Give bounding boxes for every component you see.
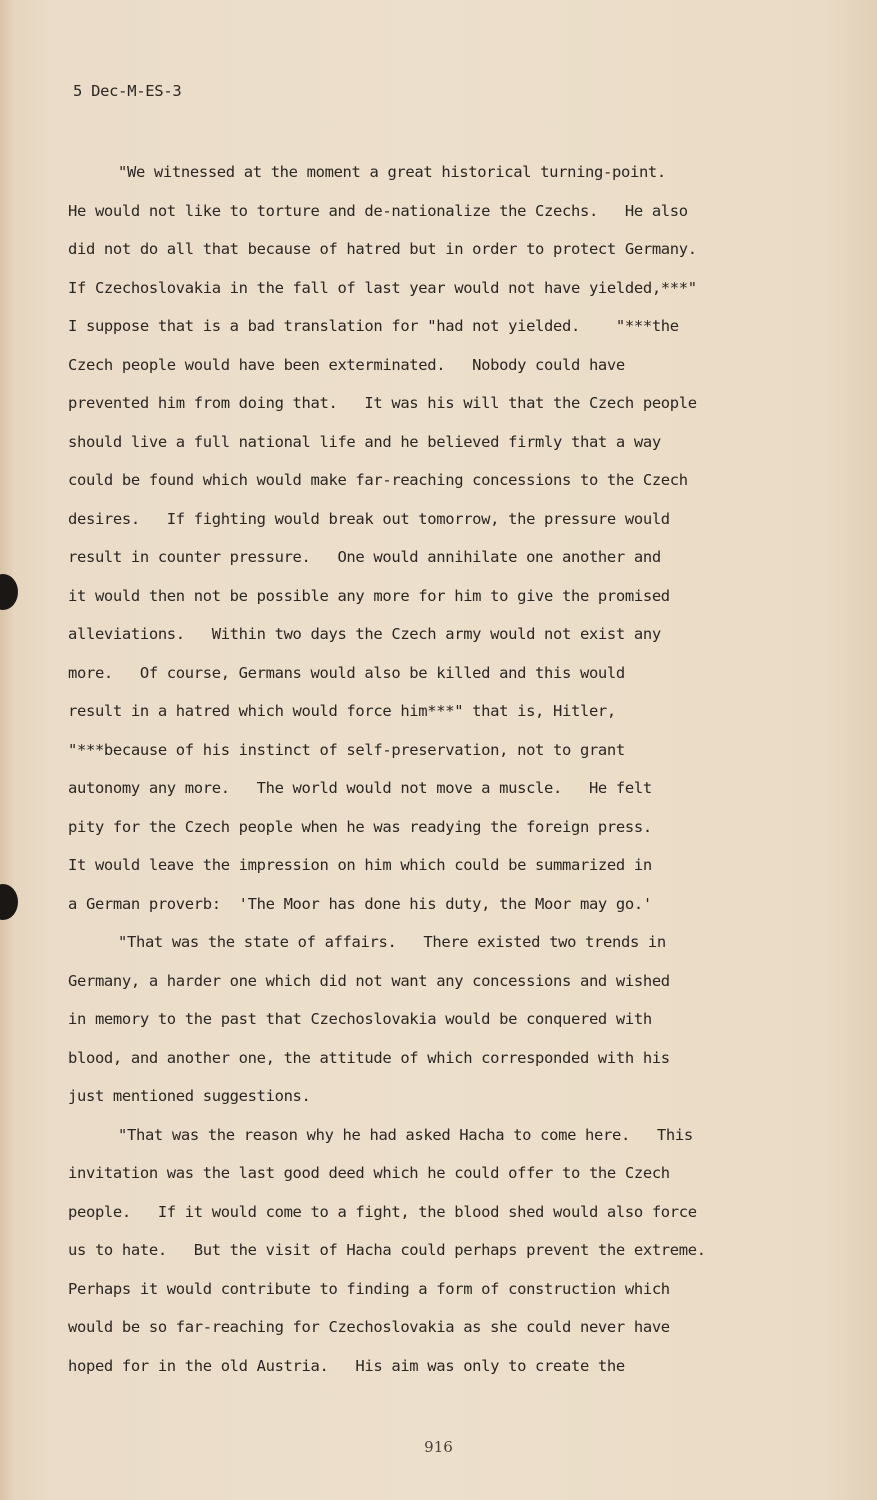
text-line: blood, and another one, the attitude of which corresponded with his (68, 1048, 670, 1067)
text-line: "That was the state of affairs. There existed two trends in (118, 933, 666, 951)
text-line: did not do all that because of hatred but in order to protect Germany. (68, 240, 697, 258)
punch-hole-upper (0, 574, 18, 610)
text-line: Germany, a harder one which did not want any concessions and wished (68, 971, 670, 990)
text-line: more. Of course, Germans would also be killed and this would (68, 663, 625, 682)
text-line: hoped for in the old Austria. His aim was only to create the (68, 1356, 625, 1375)
text-line: in memory to the past that Czechoslovakia would be conquered with (68, 1010, 652, 1028)
text-line: He would not like to torture and de-nationalize the Czechs. He also (68, 201, 688, 220)
text-line: us to hate. But the visit of Hacha could perhaps prevent the extreme. (68, 1241, 706, 1259)
text-line: If Czechoslovakia in the fall of last year would not have yielded,***" (68, 278, 697, 297)
text-line: "We witnessed at the moment a great historical turning-point. (118, 163, 666, 181)
text-line: a German proverb: 'The Moor has done his duty, the Moor may go.' (68, 894, 652, 913)
text-line: "***because of his instinct of self-preservation, not to grant (68, 740, 625, 759)
text-line: could be found which would make far-reaching concessions to the Czech (68, 471, 688, 489)
text-line: alleviations. Within two days the Czech army would not exist any (68, 625, 661, 643)
page-left-edge (0, 0, 14, 1500)
text-line: would be so far-reaching for Czechoslovakia as she could never have (68, 1318, 670, 1336)
text-line: should live a full national life and he believed firmly that a way (68, 432, 661, 451)
text-line: people. If it would come to a fight, the blood shed would also force (68, 1202, 697, 1221)
text-line: just mentioned suggestions. (68, 1087, 311, 1105)
text-line: Czech people would have been exterminated. Nobody could have (68, 355, 625, 374)
text-line: pity for the Czech people when he was readying the foreign press. (68, 817, 652, 836)
text-line: it would then not be possible any more for him to give the promised (68, 586, 670, 605)
text-line: result in counter pressure. One would annihilate one another and (68, 548, 661, 566)
punch-hole-lower (0, 884, 18, 920)
transcript-body (68, 153, 788, 1385)
text-line: desires. If fighting would break out tomorrow, the pressure would (68, 509, 670, 528)
page-number: 916 (424, 1438, 453, 1456)
text-line: result in a hatred which would force him***" that is, Hitler, (68, 702, 616, 720)
text-line: It would leave the impression on him which could be summarized in (68, 856, 652, 874)
text-line: prevented him from doing that. It was his will that the Czech people (68, 394, 697, 412)
document-header-code: 5 Dec-M-ES-3 (73, 82, 182, 100)
text-line: Perhaps it would contribute to finding a form of construction which (68, 1279, 670, 1298)
text-line: autonomy any more. The world would not move a muscle. He felt (68, 779, 652, 797)
text-line: invitation was the last good deed which he could offer to the Czech (68, 1164, 670, 1182)
text-line: I suppose that is a bad translation for "had not yielded. "***the (68, 317, 679, 335)
text-line: "That was the reason why he had asked Hacha to come here. This (118, 1125, 693, 1144)
